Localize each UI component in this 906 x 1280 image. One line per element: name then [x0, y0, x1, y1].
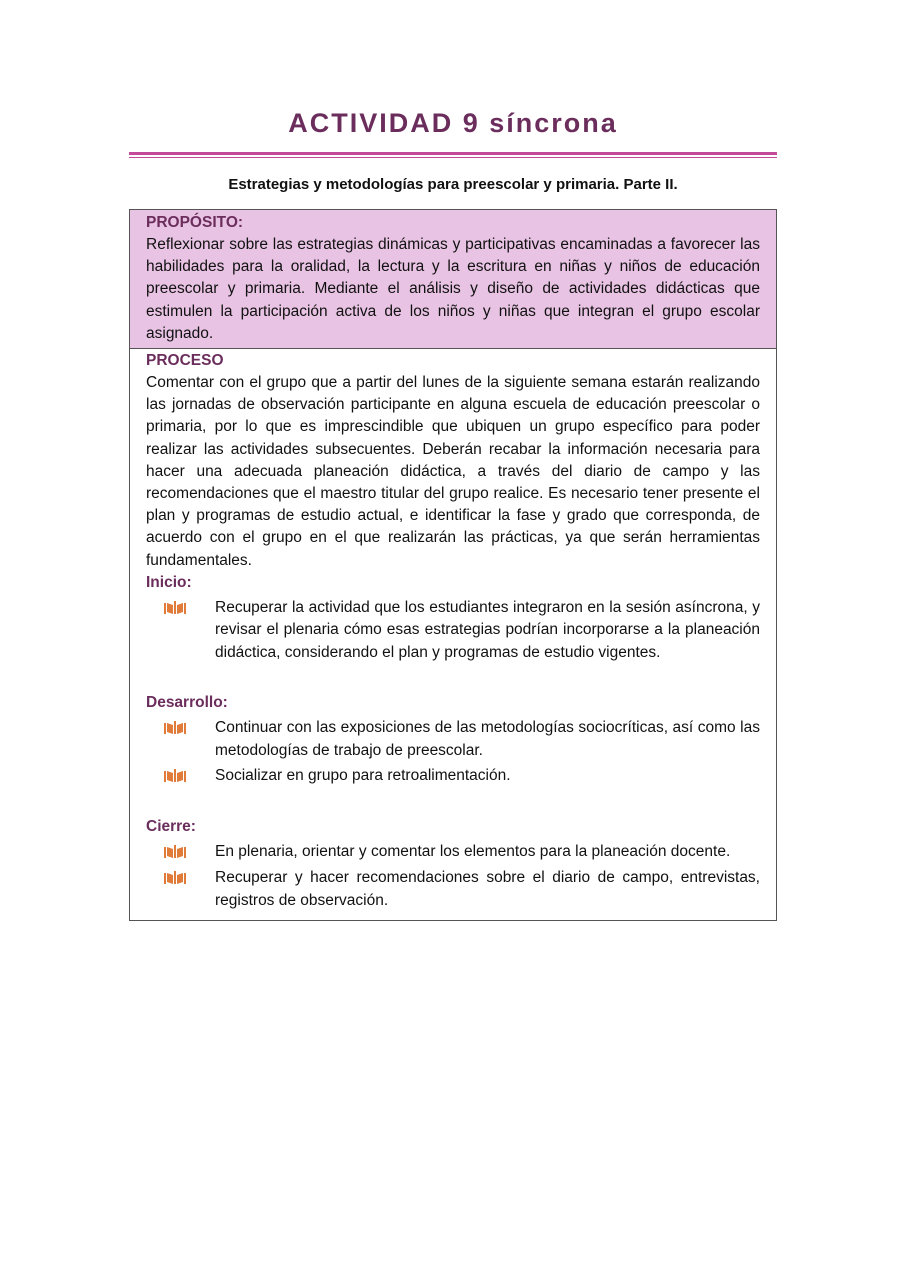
title-rule-thin: [129, 157, 777, 158]
list-item-text: Recuperar la actividad que los estudiantes integraron en la sesión asíncrona, y revisar el plenaria cómo esas estrategias podrían incorporarse a la planeación didáctica, considerando el plan y programas de estudio vigentes.: [215, 598, 760, 661]
book-icon: [146, 717, 215, 740]
process-section: [130, 349, 776, 920]
book-icon: [146, 765, 215, 788]
book-icon: [146, 867, 215, 890]
book-icon: [146, 841, 215, 864]
process-text: Comentar con el grupo que a partir del lunes de la siguiente semana estarán realizando las jornadas de observación participante en alguna escuela de educación preescolar o primaria, por lo que es imprescindible que ubiquen un grupo específico para poder realizar las actividades subsecuentes. Deberán recabar la información necesaria para hacer una adecuada planeación didáctica, a través del diario de campo y las recomendaciones que el maestro titular del grupo realice. Es necesario tener presente el plan y programas de estudio actual, e identificar la fase y grado que corresponda, de acuerdo con el grupo en el que realizarán las prácticas, ya que serán herramientas fundamentales.: [146, 374, 760, 569]
list-item: [146, 841, 760, 864]
page-subtitle: Estrategias y metodologías para preescolar y primaria. Parte II.: [228, 176, 678, 193]
book-icon: [146, 597, 215, 620]
list-item-text: Continuar con las exposiciones de las metodologías sociocríticas, así como las metodologías de trabajo de preescolar.: [215, 719, 760, 759]
purpose-text: Reflexionar sobre las estrategias dinámicas y participativas encaminadas a favorecer las habilidades para la oralidad, la lectura y la escritura en niñas y niños de educación preescolar y primaria. Mediante el análisis y diseño de actividades didácticas que estimulen la participación activa de los niños y niñas que integran el grupo escolar asignado.: [146, 236, 760, 342]
inicio-label: Inicio:: [146, 573, 192, 591]
cierre-section: [146, 816, 760, 912]
desarrollo-label: Desarrollo:: [146, 694, 228, 712]
desarrollo-section: [146, 692, 760, 788]
page-title: ACTIVIDAD 9 síncrona: [288, 108, 618, 138]
list-item: [146, 717, 760, 762]
list-item-text: En plenaria, orientar y comentar los elementos para la planeación docente.: [215, 843, 731, 861]
list-item: [146, 867, 760, 912]
inicio-section: [146, 572, 760, 665]
title-rule: [129, 152, 777, 155]
cierre-label: Cierre:: [146, 818, 196, 836]
activity-table: [129, 209, 777, 921]
list-item-text: Recuperar y hacer recomendaciones sobre el diario de campo, entrevistas, registros de observación.: [215, 869, 760, 909]
list-item: [146, 597, 760, 665]
list-item: [146, 765, 760, 788]
list-item-text: Socializar en grupo para retroalimentación.: [215, 767, 511, 785]
process-label: PROCESO: [146, 352, 224, 370]
purpose-label: PROPÓSITO:: [146, 214, 244, 231]
purpose-section: [130, 210, 776, 349]
